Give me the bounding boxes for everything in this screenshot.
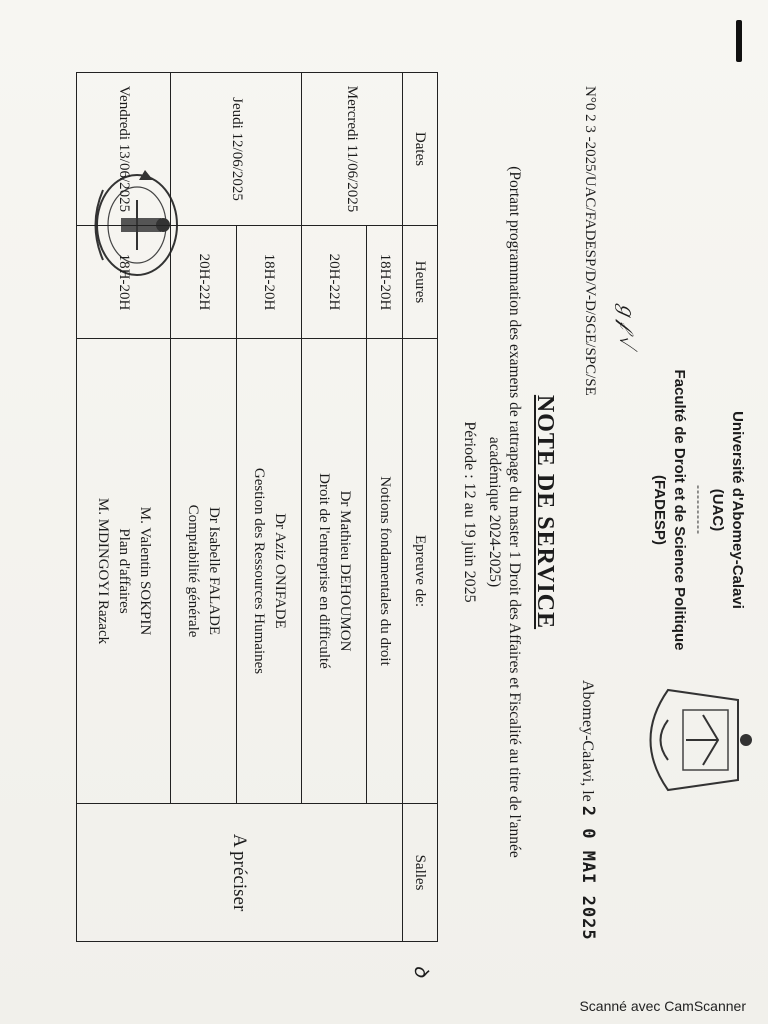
date-cell: Vendredi 13/06/2025 bbox=[77, 73, 171, 226]
teacher-name: Dr Aziz ONIFADE bbox=[271, 513, 288, 629]
time-cell: 18H-20H bbox=[236, 226, 301, 339]
teacher-name: M. Valentin SOKPIN bbox=[137, 506, 154, 636]
table-row bbox=[366, 73, 402, 942]
time-cell: 18H-20H bbox=[77, 226, 171, 339]
subtitle-line2: académique 2024-2025) bbox=[486, 436, 503, 588]
epreuve-cell bbox=[301, 339, 366, 804]
table-header-row bbox=[403, 73, 438, 942]
time-cell: 20H-22H bbox=[301, 226, 366, 339]
teacher-name: Dr Isabelle FALADE bbox=[206, 506, 223, 636]
handwritten-initials: ℊ𝒻 ✓ bbox=[615, 300, 639, 349]
header-salles: Salles bbox=[403, 804, 438, 942]
epreuve-cell bbox=[171, 339, 236, 804]
time-cell: 20H-22H bbox=[171, 226, 236, 339]
handwritten-mark: ꝺ bbox=[410, 965, 434, 977]
epreuve-cell bbox=[236, 339, 301, 804]
subtitle-line1: (Portant programmation des examens de rattrapage du master 1 Droit des Affaires et Fiscalité au titre de l'année bbox=[506, 166, 523, 858]
header-heures: Heures bbox=[403, 226, 438, 339]
epreuve-cell bbox=[366, 339, 402, 804]
university-name: Université d'Abomey-Calavi bbox=[729, 411, 746, 609]
faculty-name: Faculté de Droit et de Science Politique bbox=[671, 369, 688, 651]
date-cell: Jeudi 12/06/2025 bbox=[171, 73, 301, 226]
document-title: NOTE DE SERVICE bbox=[532, 394, 558, 630]
date-stamp: 2 0 MAI 2025 bbox=[578, 805, 598, 941]
epreuve-line: Notions fondamentales du droit bbox=[376, 476, 393, 666]
faculty-abbr: (FADESP) bbox=[651, 474, 668, 545]
subject-name: Comptabilité générale bbox=[185, 504, 202, 638]
header-separator: ---------- bbox=[692, 485, 706, 535]
subject-name: Droit de l'entreprise en difficulté bbox=[315, 473, 332, 669]
time-cell: 18H-20H bbox=[366, 226, 402, 339]
exam-period: Période : 12 au 19 juin 2025 bbox=[461, 421, 478, 603]
place-date bbox=[578, 680, 598, 941]
university-abbr: (UAC) bbox=[709, 488, 726, 532]
scanner-watermark: Scanné avec CamScanner bbox=[579, 998, 746, 1014]
last-line: M. MDINGOYI Razack bbox=[95, 497, 112, 645]
reference-number: N°0 2 3 -2025/UAC/FADESP/D/V-D/SGE/SPC/SE bbox=[582, 86, 598, 396]
subject-name: Gestion des Ressources Humaines bbox=[250, 467, 267, 675]
epreuve-cell bbox=[77, 339, 171, 804]
date-cell: Mercredi 11/06/2025 bbox=[301, 73, 402, 226]
place-date-prefix: Abomey-Calavi, le bbox=[579, 680, 596, 802]
header-dates: Dates bbox=[403, 73, 438, 226]
exam-schedule-table bbox=[76, 72, 438, 942]
subject-name: Plan d'affaires bbox=[116, 528, 133, 614]
salles-cell bbox=[77, 804, 403, 942]
header-epreuve: Epreuve de: bbox=[403, 339, 438, 804]
teacher-name: Dr Mathieu DEHOUMON bbox=[336, 490, 353, 652]
salles-value: A préciser bbox=[229, 833, 251, 912]
